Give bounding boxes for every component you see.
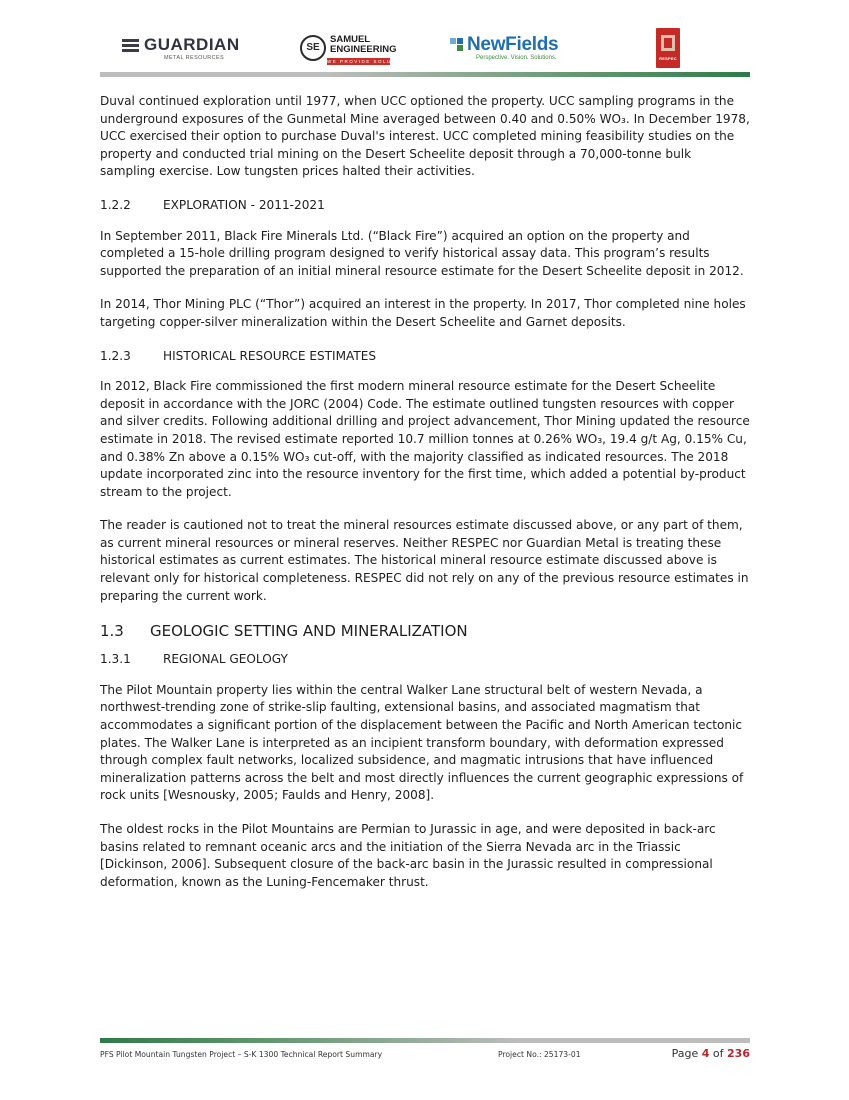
section-title: REGIONAL GEOLOGY xyxy=(163,652,288,667)
page-number: Page 4 of 236 xyxy=(671,1047,750,1060)
respec-logo-name: RESPEC xyxy=(659,56,677,61)
section-number: 1.2.3 xyxy=(100,348,131,363)
paragraph: The oldest rocks in the Pilot Mountains are Permian to Jurassic in age, and were deposited in back-arc basins related to remnant oceanic arcs and the initiation of the Sierra Nevada arc in the Triassic [Dickinson, 2006]. Subsequent closure of the back-arc basin in the Jurassic resulted in compressional deformation, known as the Luning-Fencemaker thrust. xyxy=(100,822,716,889)
section-heading-1-2-2 xyxy=(100,197,750,215)
newfields-logo-name: NewFields xyxy=(467,34,559,55)
header-rule xyxy=(100,72,750,77)
page-footer xyxy=(100,1047,750,1063)
paragraph: In September 2011, Black Fire Minerals Ltd. (“Black Fire”) acquired an option on the property and completed a 15-hole drilling program designed to verify historical assay data. This program’s results supported the preparation of an initial mineral resource estimate for the Desert Scheelite deposit in 2012. xyxy=(100,228,744,278)
respec-mark-icon xyxy=(661,35,675,51)
newfields-logo xyxy=(450,34,590,64)
samuel-logo-line1: SAMUEL xyxy=(330,34,371,45)
samuel-engineering-logo xyxy=(300,34,414,64)
newfields-squares-icon xyxy=(450,38,466,52)
guardian-logo xyxy=(122,36,272,61)
page-header xyxy=(100,22,754,74)
section-title: EXPLORATION - 2011-2021 xyxy=(163,197,325,212)
document-body xyxy=(100,93,750,907)
section-heading-1-3-1 xyxy=(100,651,750,669)
section-title: GEOLOGIC SETTING AND MINERALIZATION xyxy=(150,622,468,641)
guardian-logo-name: GUARDIAN xyxy=(144,35,240,54)
respec-logo xyxy=(656,28,680,68)
section-number: 1.2.2 xyxy=(100,197,131,212)
newfields-logo-tagline: Perspective. Vision. Solutions. xyxy=(476,55,557,61)
section-number: 1.3.1 xyxy=(100,652,131,667)
paragraph: In 2012, Black Fire commissioned the first modern mineral resource estimate for the Desert Scheelite deposit in accordance with the JORC (2004) Code. The estimate outlined tungsten resources with copper and silver credits. Following additional drilling and project advancement, Thor Mining updated the resource estimate in 2018. The revised estimate reported 10.7 million tonnes at 0.26% WO₃, 19.4 g/t Ag, 0.15% Cu, and 0.38% Zn above a 0.15% WO₃ cut-off, with the majority classified as indicated resources. The 2018 update incorporated zinc into the resource inventory for the first time, which added a potential by-product stream to the project. xyxy=(100,379,750,499)
samuel-logo-tagline: WE PROVIDE SOLUTIONS xyxy=(327,59,414,64)
footer-project-number: Project No.: 25173-01 xyxy=(498,1050,581,1059)
section-title: HISTORICAL RESOURCE ESTIMATES xyxy=(163,348,377,363)
guardian-logo-sub: METAL RESOURCES xyxy=(164,55,225,61)
se-monogram-icon: SE xyxy=(300,35,326,61)
paragraph: The Pilot Mountain property lies within the central Walker Lane structural belt of western Nevada, a northwest-trending zone of strike-slip faulting, extensional basins, and associated magmatism that accommodates a significant portion of the displacement between the Pacific and North American tectonic plates. The Walker Lane is interpreted as an incipient transform boundary, with deformation expressed through complex fault networks, localized subsidence, and magmatic intrusions that have influenced mineralization patterns across the belt and most directly influences the current geographic expressions of rock units [Wesnousky, 2005; Faulds and Henry, 2008]. xyxy=(100,682,744,803)
samuel-logo-line2: ENGINEERING xyxy=(330,44,397,55)
guardian-bars-icon xyxy=(122,37,139,54)
footer-report-title: PFS Pilot Mountain Tungsten Project – S-K 1300 Technical Report Summary xyxy=(100,1050,383,1059)
section-heading-1-2-3 xyxy=(100,348,750,366)
footer-rule xyxy=(100,1038,750,1043)
section-number: 1.3 xyxy=(100,622,124,641)
section-heading-1-3 xyxy=(100,621,750,641)
paragraph: The reader is cautioned not to treat the mineral resources estimate discussed above, or any part of them, as current mineral resources or mineral reserves. Neither RESPEC nor Guardian Metal is treating these historical estimates as current estimates. The historical mineral resource estimate discussed above is relevant only for historical completeness. RESPEC did not rely on any of the previous resource estimates in preparing the current work. xyxy=(100,518,749,603)
paragraph: In 2014, Thor Mining PLC (“Thor”) acquired an interest in the property. In 2017, Thor completed nine holes targeting copper-silver mineralization within the Desert Scheelite and Garnet deposits. xyxy=(100,297,746,329)
paragraph: Duval continued exploration until 1977, when UCC optioned the property. UCC sampling programs in the underground exposures of the Gunmetal Mine averaged between 0.40 and 0.50% WO₃. In December 1978, UCC exercised their option to purchase Duval's interest. UCC completed mining feasibility studies on the property and conducted trial mining on the Desert Scheelite deposit through a 70,000-tonne bulk sampling exercise. Low tungsten prices halted their activities. xyxy=(100,94,750,179)
